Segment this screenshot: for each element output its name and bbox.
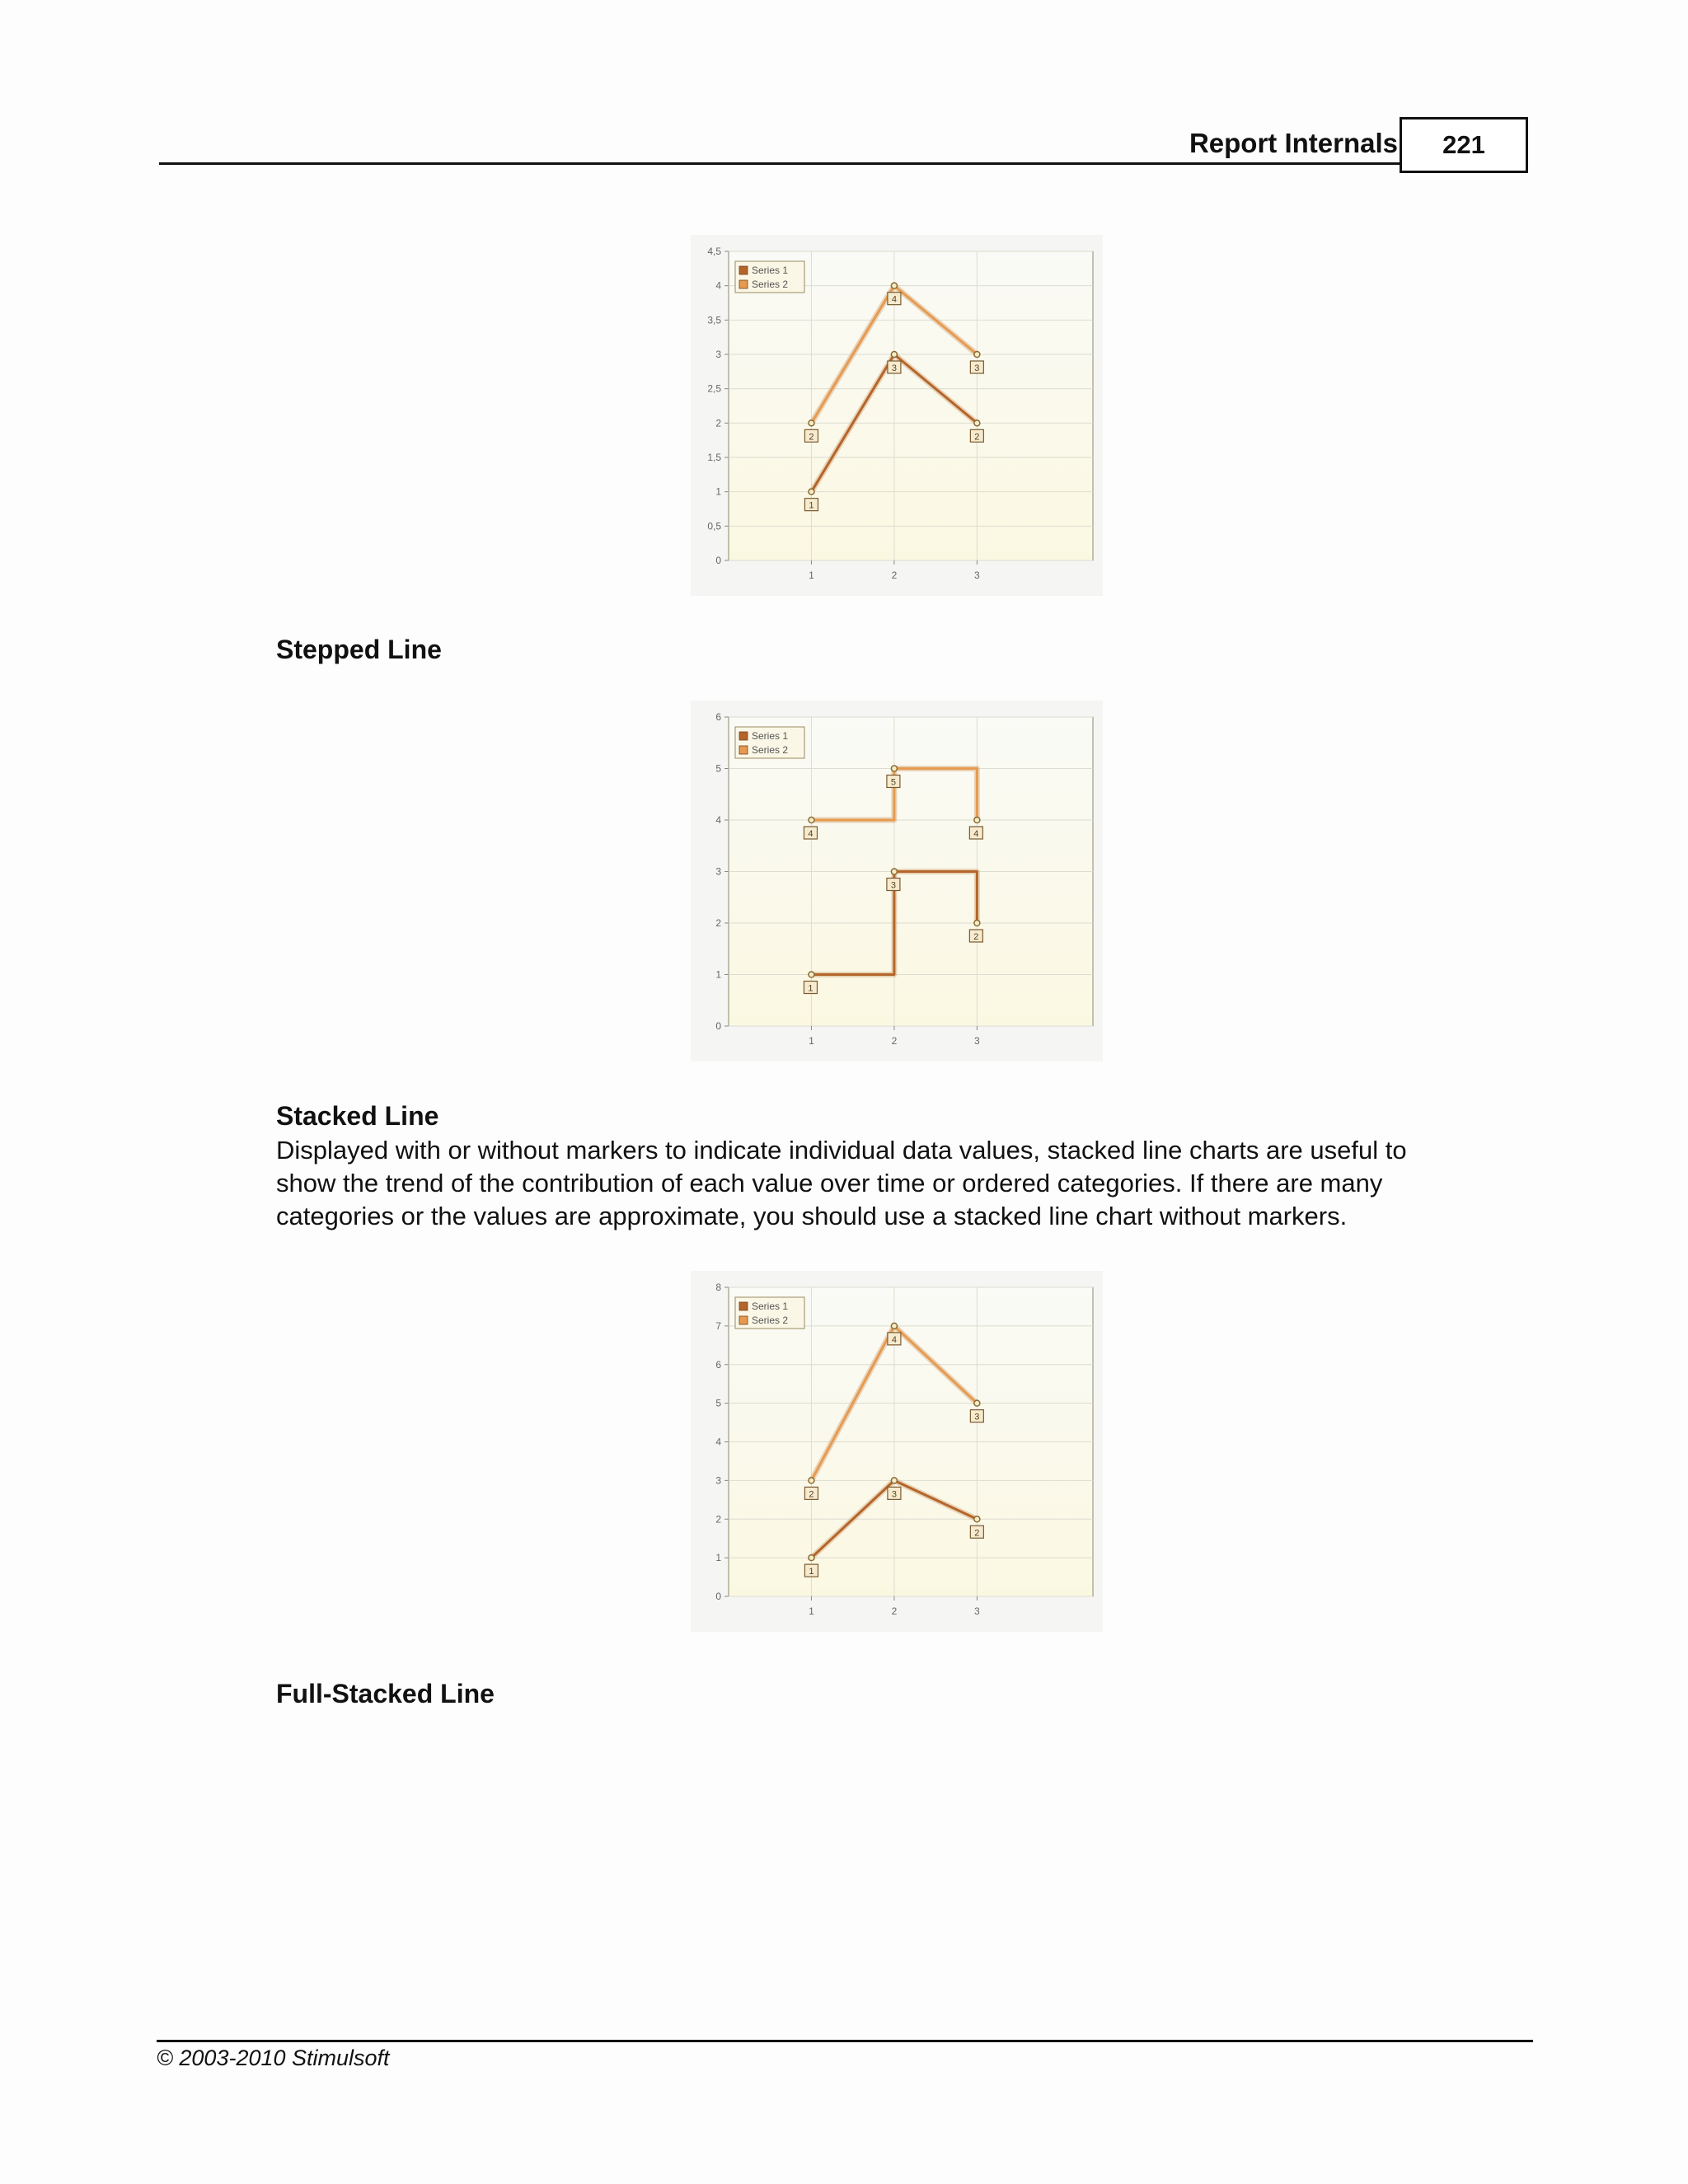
y-tick-label: 2 bbox=[715, 917, 721, 929]
legend-label: Series 1 bbox=[752, 1301, 789, 1312]
y-tick-label: 0 bbox=[715, 1020, 721, 1032]
y-tick-label: 5 bbox=[715, 762, 721, 775]
y-tick-label: 4,5 bbox=[707, 246, 721, 257]
data-label: 3 bbox=[891, 363, 897, 373]
y-tick-label: 7 bbox=[715, 1319, 721, 1332]
legend-label: Series 2 bbox=[752, 279, 789, 290]
legend-label: Series 1 bbox=[752, 265, 789, 276]
data-point bbox=[974, 1400, 980, 1406]
y-tick-label: 6 bbox=[715, 1358, 721, 1371]
heading-stepped-line: Stepped Line bbox=[276, 635, 442, 664]
data-label: 1 bbox=[809, 500, 814, 511]
data-point bbox=[891, 352, 897, 358]
data-point bbox=[974, 352, 980, 358]
data-label: 2 bbox=[974, 432, 980, 443]
chart-stepped-line bbox=[691, 701, 1103, 1062]
y-tick-label: 8 bbox=[715, 1282, 721, 1293]
footer-copyright: © 2003-2010 Stimulsoft bbox=[157, 2046, 390, 2070]
data-label: 3 bbox=[890, 880, 896, 891]
legend-swatch bbox=[739, 280, 748, 288]
y-tick-label: 0,5 bbox=[707, 520, 721, 532]
data-point bbox=[974, 1516, 980, 1522]
data-label: 2 bbox=[809, 432, 814, 443]
data-point bbox=[809, 420, 814, 426]
x-tick-label: 2 bbox=[891, 1605, 898, 1617]
data-point bbox=[809, 1555, 814, 1561]
y-tick-label: 3 bbox=[715, 349, 721, 360]
y-tick-label: 1,5 bbox=[707, 452, 721, 463]
data-label: 4 bbox=[891, 1334, 897, 1345]
legend-swatch bbox=[739, 732, 748, 740]
data-point bbox=[891, 766, 897, 771]
x-tick-label: 1 bbox=[809, 1605, 814, 1617]
data-point bbox=[891, 869, 897, 874]
data-point bbox=[891, 1323, 897, 1329]
y-tick-label: 0 bbox=[715, 1591, 721, 1602]
y-tick-label: 4 bbox=[715, 814, 721, 826]
data-label: 4 bbox=[891, 294, 897, 305]
y-tick-label: 2,5 bbox=[707, 382, 721, 395]
data-point bbox=[809, 972, 814, 977]
legend-swatch bbox=[739, 1302, 748, 1310]
data-label: 1 bbox=[809, 1567, 814, 1577]
y-tick-label: 6 bbox=[715, 711, 721, 723]
y-tick-label: 1 bbox=[715, 1552, 721, 1564]
data-label: 4 bbox=[973, 829, 979, 839]
y-tick-label: 1 bbox=[715, 485, 721, 498]
y-tick-label: 5 bbox=[715, 1397, 721, 1409]
data-label: 1 bbox=[808, 983, 814, 994]
stacked-line-description bbox=[276, 1134, 1512, 1233]
legend bbox=[735, 727, 804, 758]
chart-stacked-line bbox=[691, 1271, 1103, 1632]
data-point bbox=[974, 921, 980, 926]
paragraph-line: show the trend of the contribution of each value over time or ordered categories. If there are many bbox=[276, 1169, 1383, 1197]
header-title: Report Internals bbox=[1189, 128, 1398, 158]
data-point bbox=[809, 1478, 814, 1483]
x-tick-label: 2 bbox=[891, 569, 898, 581]
legend bbox=[735, 261, 804, 293]
data-label: 2 bbox=[973, 932, 979, 942]
data-label: 2 bbox=[809, 1489, 814, 1500]
chart-svg bbox=[691, 701, 1103, 1062]
data-point bbox=[891, 283, 897, 288]
header-rule bbox=[159, 162, 1402, 165]
x-tick-label: 1 bbox=[809, 569, 814, 581]
data-label: 3 bbox=[974, 1412, 980, 1422]
data-label: 5 bbox=[890, 777, 896, 788]
legend bbox=[735, 1297, 804, 1329]
legend-label: Series 1 bbox=[752, 730, 789, 742]
page-number: 221 bbox=[1442, 130, 1485, 159]
y-tick-label: 2 bbox=[715, 417, 721, 429]
chart-svg bbox=[691, 235, 1103, 596]
legend-label: Series 2 bbox=[752, 1315, 789, 1326]
data-point bbox=[974, 818, 980, 823]
data-label: 2 bbox=[974, 1528, 980, 1539]
y-tick-label: 3,5 bbox=[707, 314, 721, 326]
legend-label: Series 2 bbox=[752, 744, 789, 756]
x-tick-label: 1 bbox=[809, 1035, 814, 1047]
chart-line bbox=[691, 235, 1103, 596]
x-tick-label: 3 bbox=[974, 569, 980, 581]
legend-swatch bbox=[739, 266, 748, 274]
y-tick-label: 1 bbox=[715, 968, 721, 981]
y-tick-label: 3 bbox=[715, 1474, 721, 1487]
y-tick-label: 4 bbox=[715, 279, 721, 292]
y-tick-label: 0 bbox=[715, 555, 721, 566]
x-tick-label: 3 bbox=[974, 1605, 980, 1617]
legend-swatch bbox=[739, 746, 748, 754]
footer-rule bbox=[157, 2040, 1533, 2042]
page-number-box bbox=[1400, 117, 1528, 173]
legend-swatch bbox=[739, 1316, 748, 1324]
x-tick-label: 2 bbox=[891, 1035, 898, 1047]
y-tick-label: 4 bbox=[715, 1436, 721, 1448]
data-label: 4 bbox=[808, 829, 814, 839]
data-point bbox=[809, 489, 814, 494]
paragraph-line: Displayed with or without markers to indicate individual data values, stacked line charts are useful to bbox=[276, 1136, 1407, 1165]
data-label: 3 bbox=[891, 1489, 897, 1500]
data-point bbox=[891, 1478, 897, 1483]
chart-svg bbox=[691, 1271, 1103, 1632]
data-label: 3 bbox=[974, 363, 980, 373]
data-point bbox=[809, 818, 814, 823]
heading-full-stacked-line: Full-Stacked Line bbox=[276, 1679, 495, 1708]
x-tick-label: 3 bbox=[974, 1035, 980, 1047]
data-point bbox=[974, 420, 980, 426]
paragraph-line: categories or the values are approximate, you should use a stacked line chart without markers. bbox=[276, 1202, 1348, 1230]
heading-stacked-line: Stacked Line bbox=[276, 1101, 439, 1131]
y-tick-label: 3 bbox=[715, 865, 721, 878]
y-tick-label: 2 bbox=[715, 1513, 721, 1526]
